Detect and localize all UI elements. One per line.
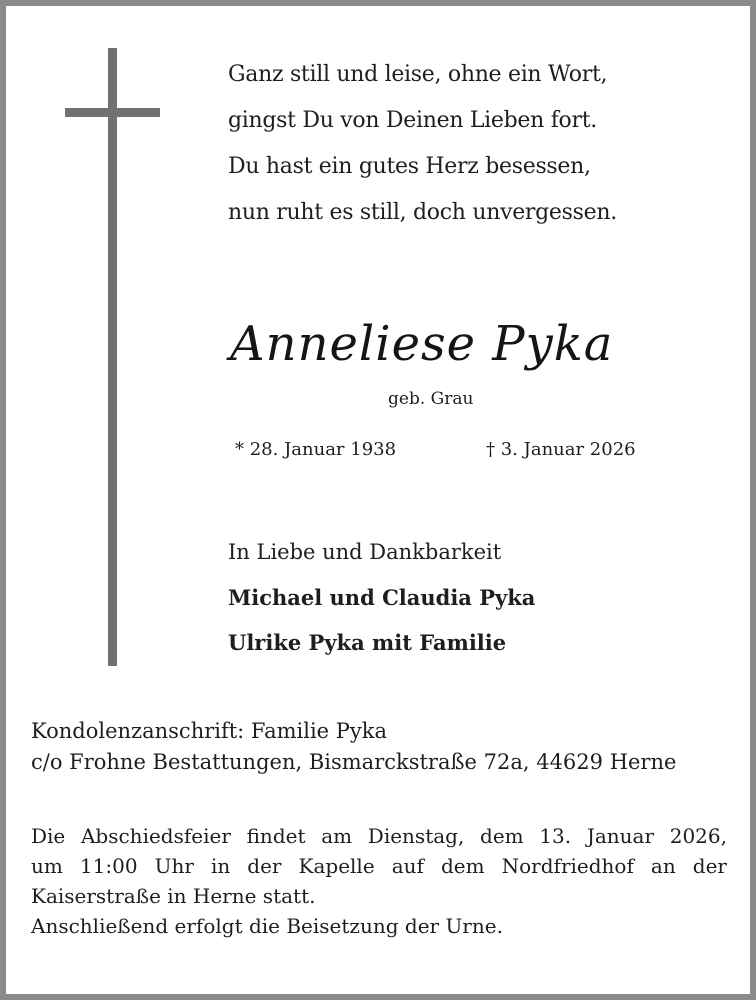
maiden-name: geb. Grau [388, 389, 474, 409]
deceased-name: Anneliese Pyka [230, 316, 614, 372]
cross-icon-vertical-beam [108, 48, 117, 666]
ceremony-line: Anschließend erfolgt die Beisetzung der Urne. [31, 914, 503, 938]
ceremony-line: um 11:00 Uhr in der Kapelle auf dem Nordfriedhof an der [31, 854, 727, 878]
frame-border-bottom [0, 994, 756, 1000]
frame-border-top [0, 0, 756, 6]
ceremony-line: Die Abschiedsfeier findet am Dienstag, dem 13. Januar 2026, [31, 824, 727, 848]
poem-line: gingst Du von Deinen Lieben fort. [228, 108, 597, 133]
birth-date: * 28. Januar 1938 [235, 439, 397, 460]
condolence-line: c/o Frohne Bestattungen, Bismarckstraße 72a, 44629 Herne [31, 750, 677, 774]
ceremony-line: Kaiserstraße in Herne statt. [31, 884, 316, 908]
death-date: † 3. Januar 2026 [486, 439, 636, 460]
frame-border-left [0, 0, 6, 1000]
frame-border-right [750, 0, 756, 1000]
condolence-address [31, 716, 676, 778]
mourner-name: Michael und Claudia Pyka [228, 585, 536, 610]
poem-line: Du hast ein gutes Herz besessen, [228, 154, 591, 179]
mourners-block [228, 530, 535, 665]
condolence-line: Kondolenzanschrift: Familie Pyka [31, 719, 388, 743]
memorial-poem [228, 52, 617, 236]
poem-line: nun ruht es still, doch unvergessen. [228, 200, 617, 225]
poem-line: Ganz still und leise, ohne ein Wort, [228, 62, 608, 87]
cross-icon-horizontal-beam [65, 108, 160, 117]
mourner-name: Ulrike Pyka mit Familie [228, 630, 507, 655]
ceremony-details [31, 821, 727, 941]
mourners-intro: In Liebe und Dankbarkeit [228, 540, 502, 564]
